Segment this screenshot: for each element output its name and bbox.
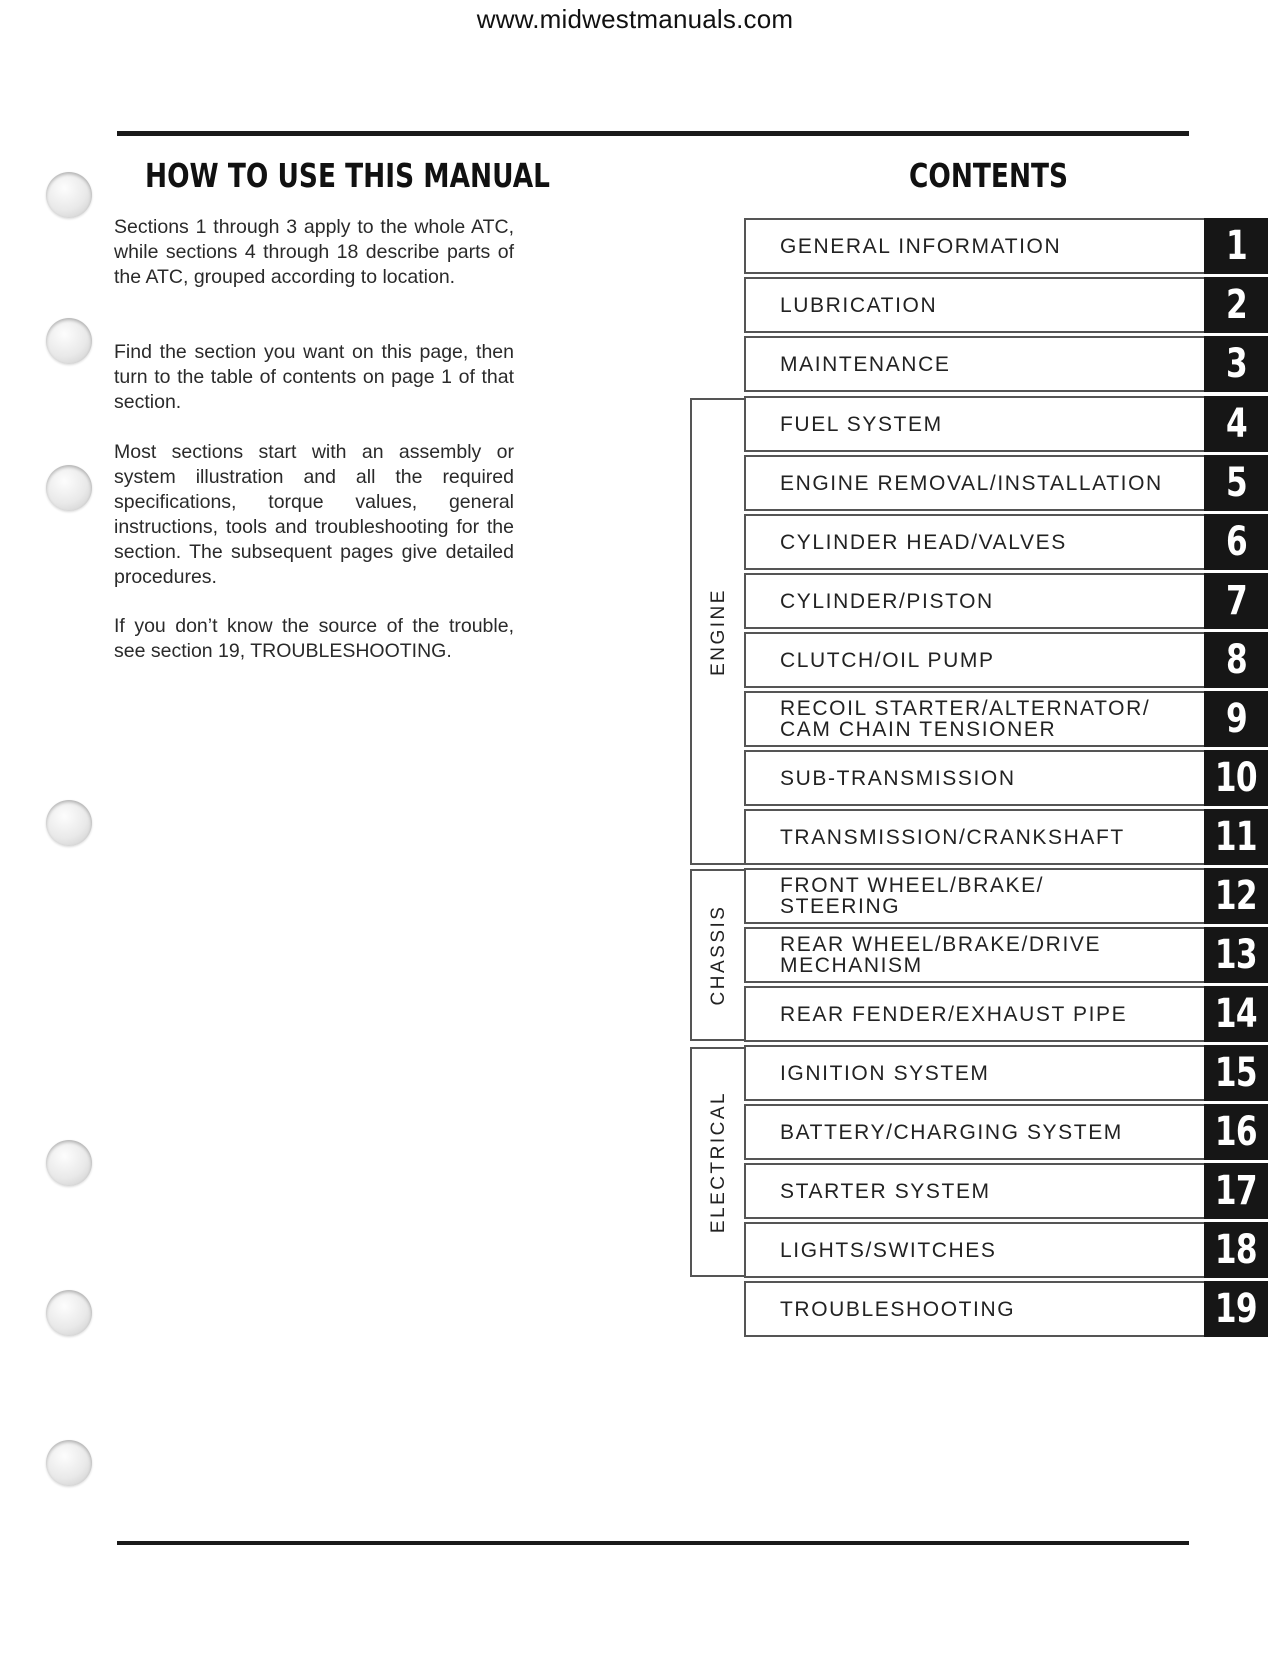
section-tab[interactable] [1204, 218, 1268, 274]
toc-section[interactable] [744, 573, 1268, 629]
section-number: 5 [1225, 460, 1247, 506]
section-number: 8 [1225, 637, 1247, 683]
site-url[interactable]: www.midwestmanuals.com [476, 4, 794, 34]
toc-section-label: FRONT WHEEL/BRAKE/ STEERING [780, 874, 1045, 918]
binder-hole [46, 1290, 92, 1336]
section-number: 10 [1215, 755, 1257, 801]
toc-section-label: TRANSMISSION/CRANKSHAFT [780, 825, 1125, 849]
binder-hole [46, 800, 92, 846]
toc-section[interactable] [744, 396, 1268, 452]
toc-section-label: TROUBLESHOOTING [780, 1297, 1016, 1321]
toc-section[interactable] [744, 277, 1268, 333]
group-label-electrical: ELECTRICAL [708, 1090, 729, 1234]
section-number: 15 [1215, 1050, 1257, 1096]
toc-section[interactable] [744, 336, 1268, 392]
section-number: 4 [1225, 401, 1247, 447]
toc-section-label: BATTERY/CHARGING SYSTEM [780, 1120, 1123, 1144]
section-tab[interactable] [1204, 750, 1268, 806]
top-rule [117, 131, 1189, 136]
section-tab[interactable] [1204, 1281, 1268, 1337]
how-to-use-paragraph: Find the section you want on this page, then turn to the table of contents on page 1 of that section. [114, 341, 514, 413]
how-to-use-paragraph: Sections 1 through 3 apply to the whole ATC, while sections 4 through 18 describe parts of the ATC, grouped according to location. [114, 216, 514, 288]
group-electrical [690, 1047, 746, 1277]
section-number: 6 [1225, 519, 1247, 565]
bottom-rule [117, 1541, 1189, 1545]
toc-section-label: CLUTCH/OIL PUMP [780, 648, 995, 672]
toc-section[interactable] [744, 514, 1268, 570]
section-number: 18 [1215, 1227, 1257, 1273]
section-tab[interactable] [1204, 1163, 1268, 1219]
section-number: 1 [1225, 223, 1247, 269]
toc-section[interactable] [744, 1104, 1268, 1160]
how-to-use-paragraph: Most sections start with an assembly or system illustration and all the required specifications, torque values, general instructions, tools and troubleshooting for the section. The subsequent pages give detailed procedures. [114, 441, 514, 588]
toc-section-label: FUEL SYSTEM [780, 412, 943, 436]
contents-heading: CONTENTS [909, 156, 1069, 195]
group-label-chassis: CHASSIS [708, 904, 729, 1006]
section-tab[interactable] [1204, 809, 1268, 865]
section-tab[interactable] [1204, 277, 1268, 333]
toc-section-label: RECOIL STARTER/ALTERNATOR/ CAM CHAIN TENSIONER [780, 697, 1151, 741]
binder-hole [46, 1440, 92, 1486]
toc-section-label: MAINTENANCE [780, 352, 951, 376]
section-tab[interactable] [1204, 573, 1268, 629]
toc-section[interactable] [744, 1045, 1268, 1101]
toc-section[interactable] [744, 632, 1268, 688]
section-number: 14 [1215, 991, 1257, 1037]
section-number: 2 [1225, 282, 1247, 328]
toc-section-label: CYLINDER HEAD/VALVES [780, 530, 1067, 554]
section-number: 11 [1215, 814, 1257, 860]
section-number: 17 [1215, 1168, 1257, 1214]
group-chassis [690, 869, 746, 1041]
toc-section-label: ENGINE REMOVAL/INSTALLATION [780, 471, 1163, 495]
toc-section[interactable] [744, 809, 1268, 865]
section-tab[interactable] [1204, 927, 1268, 983]
toc-section-label: REAR WHEEL/BRAKE/DRIVE MECHANISM [780, 933, 1102, 977]
toc-section[interactable] [744, 218, 1268, 274]
section-number: 9 [1225, 696, 1247, 742]
section-tab[interactable] [1204, 455, 1268, 511]
section-tab[interactable] [1204, 396, 1268, 452]
how-to-use-paragraph: If you don’t know the source of the trouble, see section 19, TROUBLESHOOTING. [114, 615, 514, 662]
toc-section[interactable] [744, 691, 1268, 747]
toc-section[interactable] [744, 927, 1268, 983]
section-number: 7 [1225, 578, 1247, 624]
toc-section-label: REAR FENDER/EXHAUST PIPE [780, 1002, 1128, 1026]
section-number: 13 [1215, 932, 1257, 978]
toc-section[interactable] [744, 986, 1268, 1042]
section-number: 3 [1225, 341, 1247, 387]
toc-section-label: GENERAL INFORMATION [780, 234, 1062, 258]
toc-section[interactable] [744, 1281, 1268, 1337]
section-number: 19 [1215, 1286, 1257, 1332]
toc-section-label: LIGHTS/SWITCHES [780, 1238, 997, 1262]
group-engine [690, 398, 746, 865]
section-tab[interactable] [1204, 691, 1268, 747]
section-number: 16 [1215, 1109, 1257, 1155]
toc-section[interactable] [744, 868, 1268, 924]
section-number: 12 [1215, 873, 1257, 919]
group-label-engine: ENGINE [708, 587, 729, 676]
section-tab[interactable] [1204, 1104, 1268, 1160]
section-tab[interactable] [1204, 336, 1268, 392]
toc-section[interactable] [744, 750, 1268, 806]
section-tab[interactable] [1204, 1045, 1268, 1101]
toc-section-label: LUBRICATION [780, 293, 938, 317]
section-tab[interactable] [1204, 632, 1268, 688]
binder-hole [46, 465, 92, 511]
binder-hole [46, 1140, 92, 1186]
toc-section-label: IGNITION SYSTEM [780, 1061, 990, 1085]
section-tab[interactable] [1204, 986, 1268, 1042]
toc-section-label: CYLINDER/PISTON [780, 589, 994, 613]
toc-section[interactable] [744, 455, 1268, 511]
binder-hole [46, 172, 92, 218]
section-tab[interactable] [1204, 1222, 1268, 1278]
toc-section-label: STARTER SYSTEM [780, 1179, 991, 1203]
how-to-use-heading: HOW TO USE THIS MANUAL [145, 156, 550, 195]
toc-section[interactable] [744, 1222, 1268, 1278]
toc-section[interactable] [744, 1163, 1268, 1219]
binder-hole [46, 318, 92, 364]
toc-section-label: SUB-TRANSMISSION [780, 766, 1016, 790]
section-tab[interactable] [1204, 868, 1268, 924]
section-tab[interactable] [1204, 514, 1268, 570]
